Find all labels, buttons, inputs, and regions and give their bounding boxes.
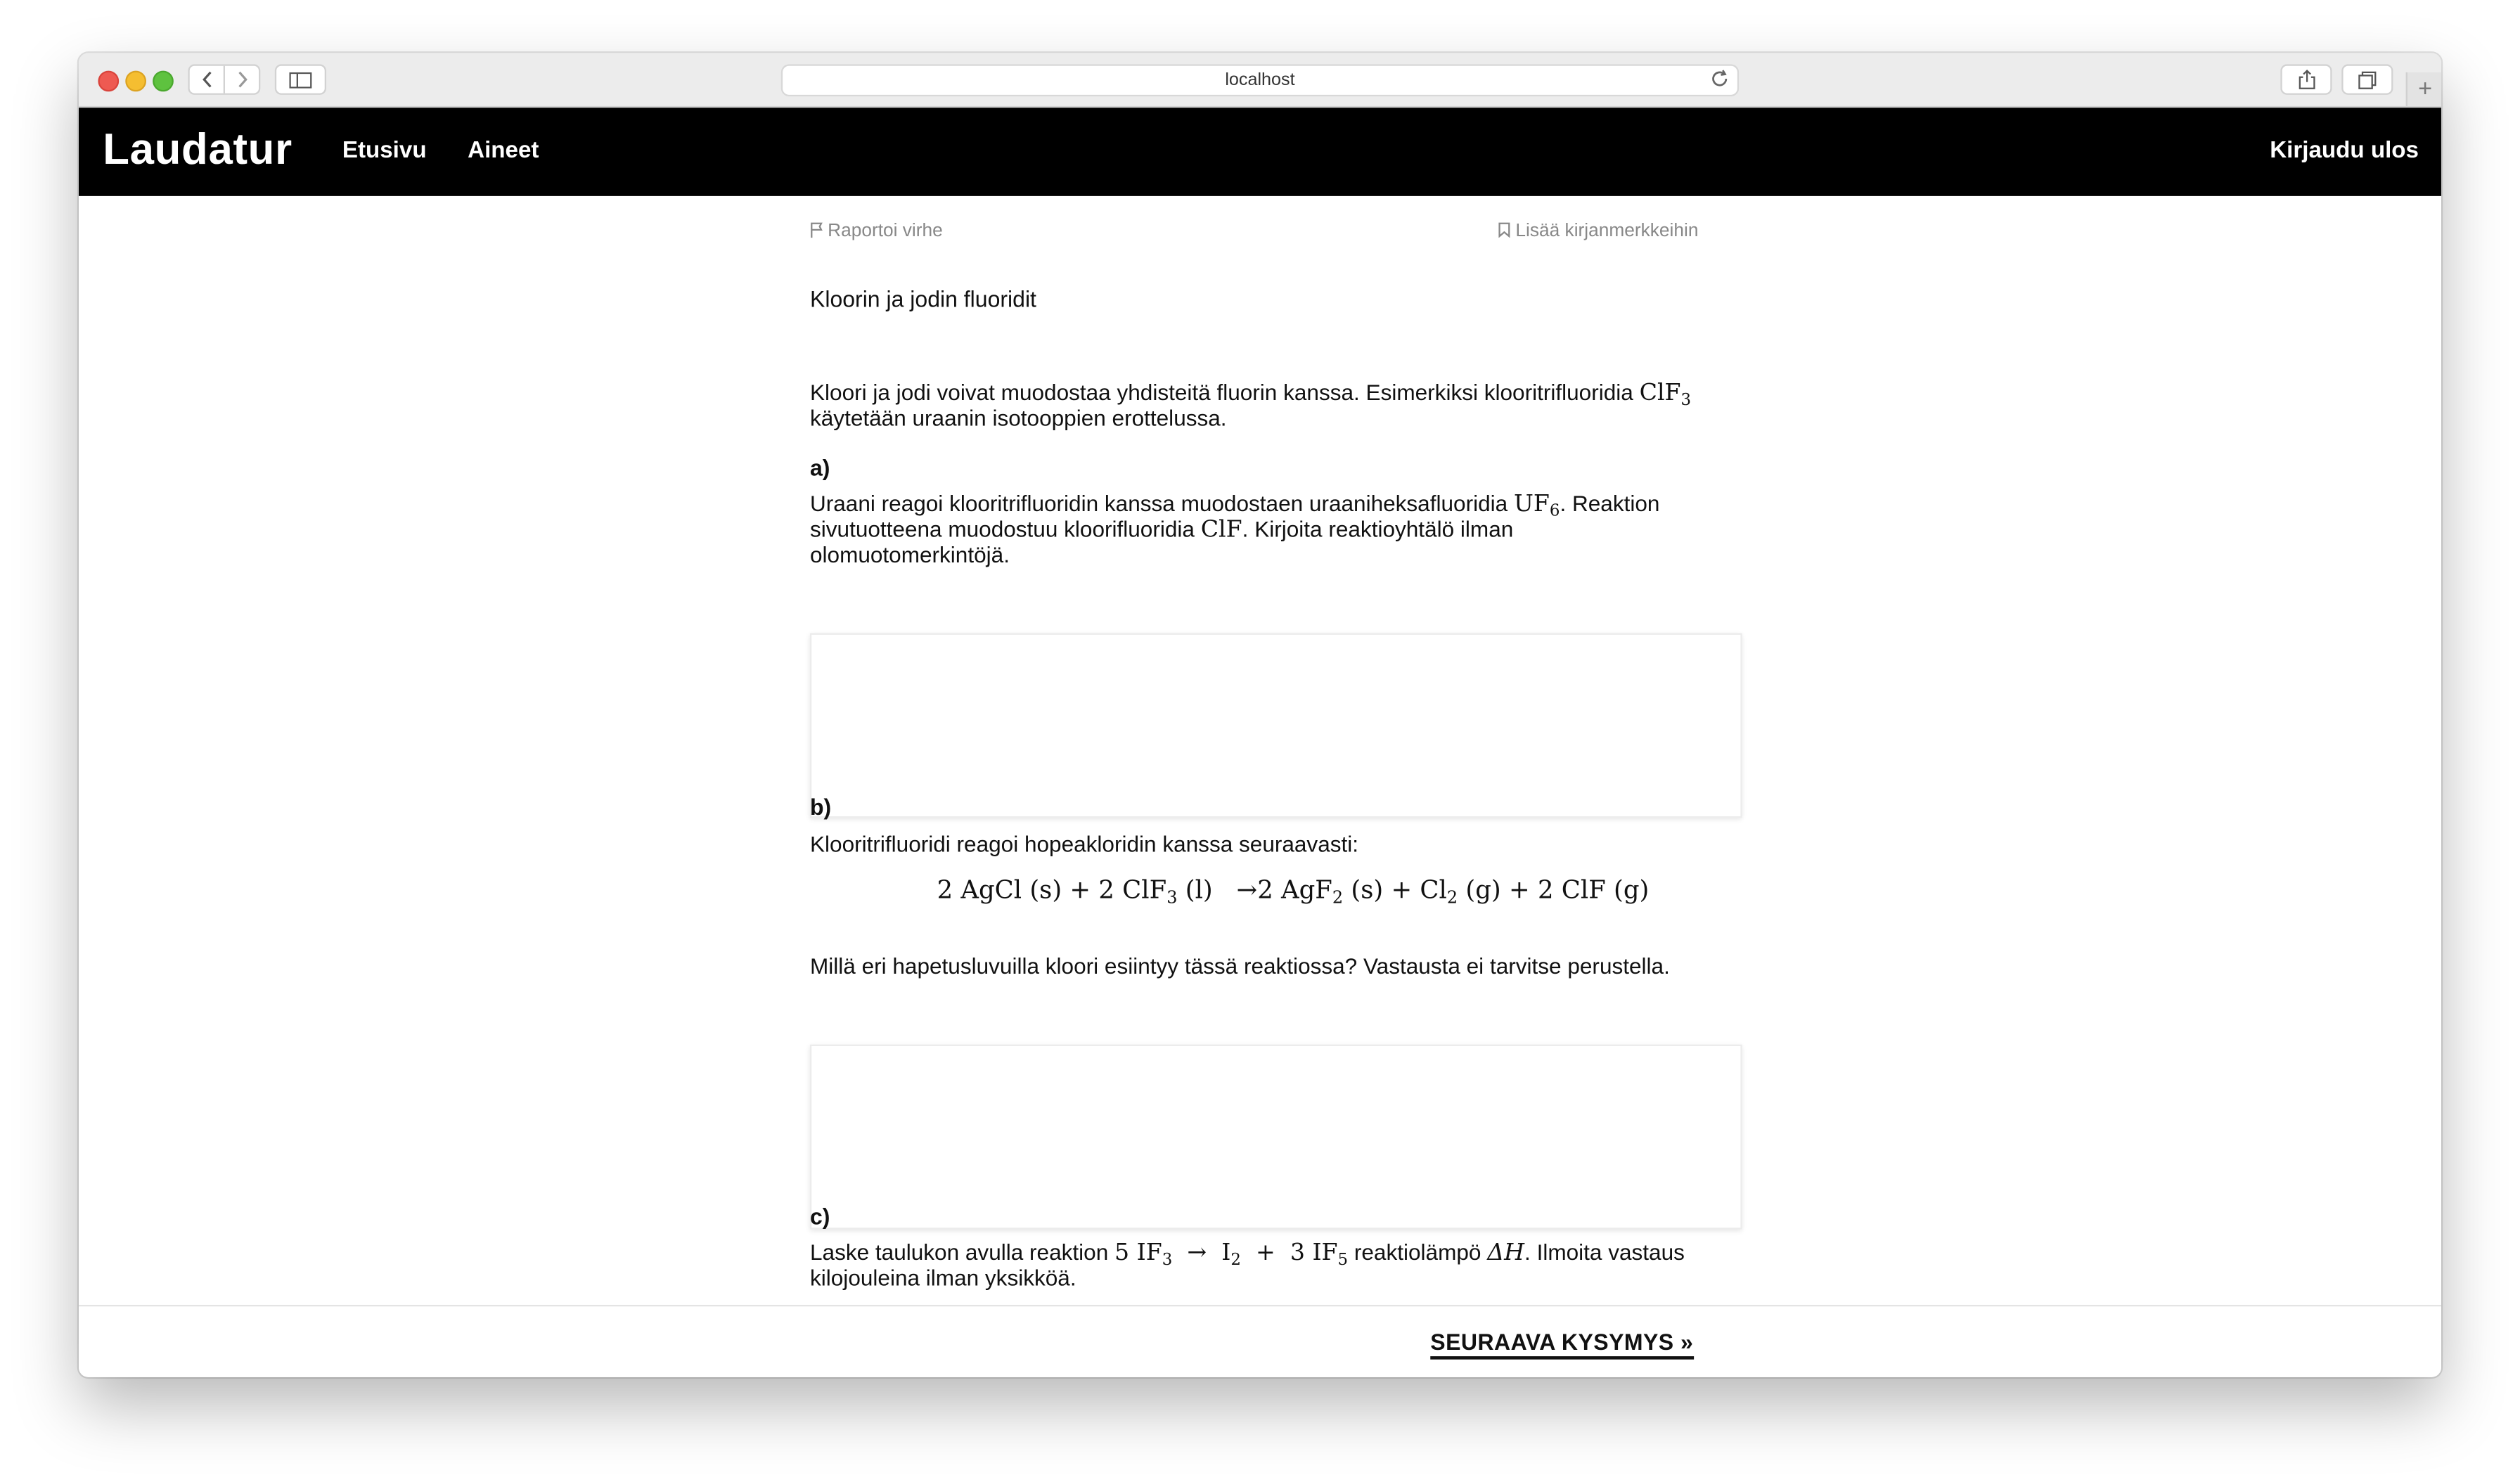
tab-overview-button[interactable]	[2341, 64, 2393, 94]
minimize-window-button[interactable]	[125, 71, 146, 92]
part-a-text-1: Uraani reagoi klooritrifluoridin kanssa muodostaen uraaniheksafluoridia	[809, 491, 1514, 516]
nav-link-etusivu[interactable]: Etusivu	[342, 138, 427, 165]
question-title: Kloorin ja jodin fluoridit	[809, 285, 1036, 312]
part-b-label: b)	[809, 794, 832, 820]
part-b-answer-input[interactable]	[810, 1045, 1742, 1230]
formula-subscript: 3	[1162, 1251, 1173, 1270]
formula-clf: ClF	[1200, 517, 1242, 543]
question-footer	[79, 1305, 2441, 1377]
reload-button[interactable]	[1710, 69, 1729, 98]
formula-base: ClF	[1639, 380, 1681, 407]
browser-toolbar	[79, 53, 2441, 108]
equation-subscript: 3	[1166, 888, 1178, 908]
browser-window	[79, 53, 2441, 1377]
formula-base: → I	[1172, 1240, 1231, 1267]
address-bar[interactable]	[781, 64, 1739, 96]
share-button[interactable]	[2280, 64, 2332, 94]
new-tab-button[interactable]: +	[2406, 72, 2441, 106]
part-c-text	[810, 1241, 1710, 1292]
close-window-button[interactable]	[98, 71, 119, 92]
back-button[interactable]	[190, 66, 224, 94]
equation-subscript: 2	[1446, 888, 1458, 908]
history-nav	[188, 64, 260, 94]
formula-base: + 3 IF	[1240, 1240, 1338, 1267]
flag-icon	[810, 221, 823, 238]
forward-button[interactable]	[224, 66, 259, 94]
address-text: localhost	[1225, 70, 1295, 90]
part-a-text-2: . Reaktion sivutuotteena muodostuu kloorifluoridia	[809, 491, 1660, 542]
report-error-link[interactable]	[810, 219, 943, 245]
formula-base: 5 IF	[1114, 1240, 1162, 1267]
next-question-button[interactable]: SEURAAVA KYSYMYS »	[1430, 1329, 1693, 1359]
chevron-left-icon	[200, 71, 213, 89]
formula-subscript: 3	[1680, 392, 1692, 410]
bookmark-icon	[1498, 221, 1510, 238]
question-intro	[810, 381, 1710, 432]
maximize-window-button[interactable]	[153, 71, 174, 92]
part-a-text	[810, 491, 1710, 569]
equation-segment: (g) + 2 ClF (g)	[1458, 875, 1650, 905]
part-a-text-3: . Kirjoita reaktioyhtälö ilman olomuotomerkintöjä.	[809, 517, 1514, 567]
logout-link[interactable]: Kirjaudu ulos	[2270, 138, 2419, 165]
sidebar-toggle-button[interactable]	[275, 64, 326, 94]
part-c-text-2: reaktiolämpö	[1348, 1240, 1488, 1265]
nav-link-aineet[interactable]: Aineet	[468, 138, 539, 165]
formula-subscript: 2	[1230, 1251, 1241, 1270]
reaction-equation	[937, 875, 1650, 908]
part-b-lead: Klooritrifluoridi reagoi hopeakloridin kanssa seuraavasti:	[809, 832, 1359, 857]
formula-delta-h: ΔH	[1487, 1240, 1525, 1267]
part-c-text-1: Laske taulukon avulla reaktion	[809, 1240, 1115, 1265]
intro-text-1: Kloori ja jodi voivat muodostaa yhdisteitä fluorin kanssa. Esimerkiksi klooritrifluoridia	[809, 380, 1640, 405]
formula-subscript: 5	[1337, 1251, 1349, 1270]
part-b-question: Millä eri hapetusluvuilla kloori esiintyy tässä reaktiossa? Vastausta ei tarvitse perustella.	[809, 954, 1670, 979]
reload-icon	[1710, 69, 1729, 88]
chevron-right-icon	[236, 71, 248, 89]
equation-segment: (l) →2 AgF	[1177, 875, 1332, 905]
formula-uf6	[1513, 491, 1560, 521]
formula-clf3	[1639, 380, 1692, 410]
tabs-icon	[2358, 70, 2377, 89]
part-c-text-3: . Ilmoita vastaus kilojouleina ilman yksikköä.	[809, 1240, 1685, 1291]
site-logo[interactable]: Laudatur	[103, 125, 292, 174]
part-c-label: c)	[809, 1203, 830, 1230]
report-error-label: Raportoi virhe	[828, 221, 943, 241]
share-icon	[2297, 69, 2315, 90]
equation-subscript: 2	[1332, 888, 1344, 908]
bookmark-link[interactable]	[1498, 219, 1698, 245]
sidebar-icon	[289, 72, 311, 88]
formula-base: UF	[1513, 491, 1550, 517]
intro-text-2: käytetään uraanin isotooppien erottelussa.	[809, 406, 1227, 431]
part-a-label: a)	[809, 454, 830, 481]
equation-segment: (s) + Cl	[1343, 875, 1447, 905]
formula-subscript: 6	[1549, 503, 1560, 521]
formula-reaction	[1114, 1240, 1349, 1270]
bookmark-label: Lisää kirjanmerkkeihin	[1515, 221, 1699, 241]
part-a-answer-input[interactable]	[810, 633, 1742, 818]
app-header	[79, 108, 2441, 196]
equation-segment: 2 AgCl (s) + 2 ClF	[937, 875, 1167, 905]
